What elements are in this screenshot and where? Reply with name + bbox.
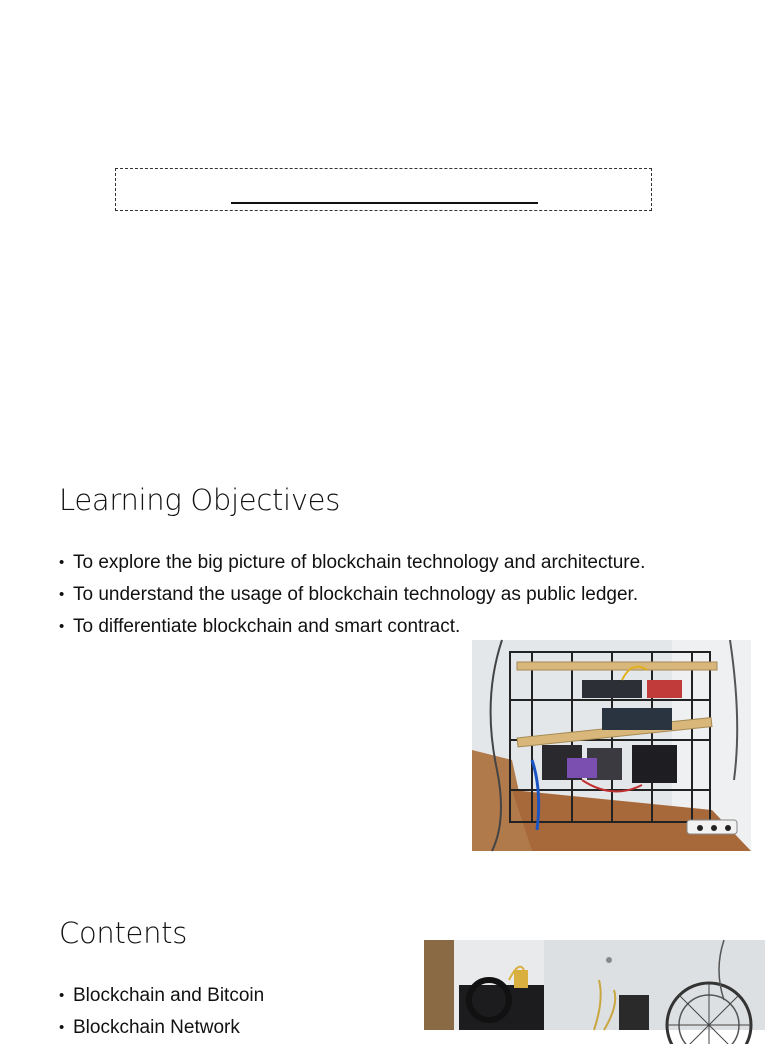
contents-heading: Contents [59,916,188,950]
learning-objectives-heading: Learning Objectives [59,483,341,517]
list-item: • Blockchain Network [59,1012,264,1044]
title-placeholder [115,168,652,211]
list-item: • To explore the big picture of blockchain technology and architecture. [59,547,645,579]
list-item: • To understand the usage of blockchain technology as public ledger. [59,579,645,611]
title-underline [231,202,538,204]
objectives-list [59,547,645,643]
gpu-fan-photo [424,940,765,1030]
list-item: • Blockchain and Bitcoin [59,980,264,1012]
list-item: • To differentiate blockchain and smart contract. [59,611,645,643]
contents-list [59,980,264,1044]
mining-rig-photo [472,640,751,851]
